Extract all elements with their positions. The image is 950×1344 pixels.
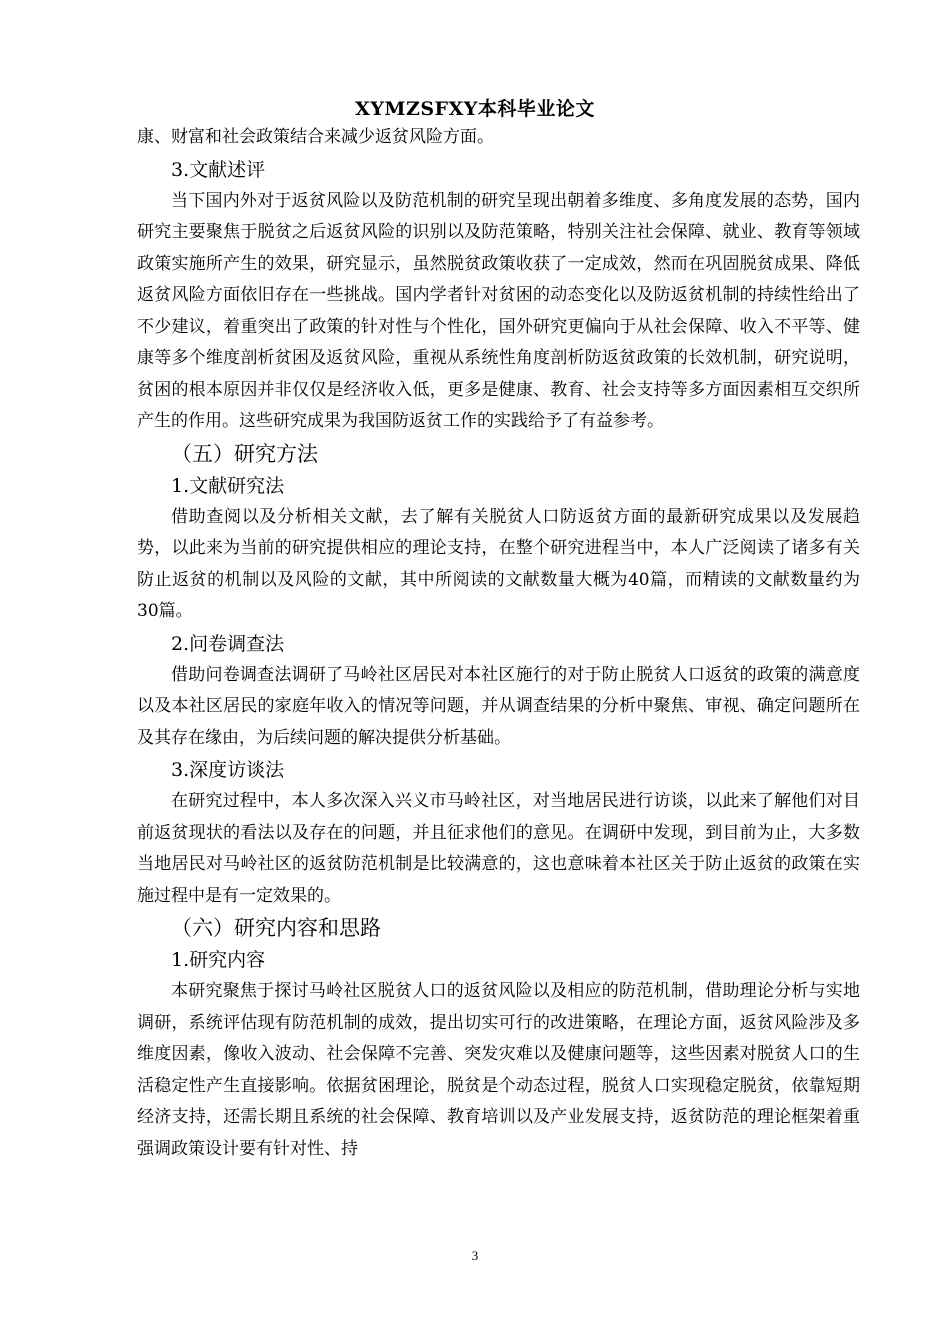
paragraph-intro-tail: 康、财富和社会政策结合来减少返贫风险方面。 — [137, 127, 494, 147]
heading-interview-method: 3.深度访谈法 — [171, 759, 285, 781]
body-text — [137, 122, 860, 1165]
section-heading-research-methods: （五）研究方法 — [171, 441, 318, 466]
heading-research-content: 1.研究内容 — [171, 949, 266, 971]
section-heading-research-content: （六）研究内容和思路 — [171, 916, 381, 940]
paragraph-interview-method: 在研究过程中，本人多次深入兴义市马岭社区，对当地居民进行访谈，以此来了解他们对目前返贫现状的看法以及存在的问题，并且征求他们的意见。在调研中发现，到目前为止，大多数当地居民对马岭社区的返贫防范机制是比较满意的，这也意味着本社区关于防止返贫的政策在实施过程中是有一定效果的。 — [137, 791, 860, 906]
running-header: XYMZSFXY本科毕业论文 — [355, 98, 595, 120]
paragraph-literature-method: 借助查阅以及分析相关文献，去了解有关脱贫人口防返贫方面的最新研究成果以及发展趋势，以此来为当前的研究提供相应的理论支持，在整个研究进程当中，本人广泛阅读了诸多有关防止返贫的机制以及风险的文献，其中所阅读的文献数量大概为40篇，而精读的文献数量约为30篇。 — [137, 506, 860, 621]
paragraph-literature-review: 当下国内外对于返贫风险以及防范机制的研究呈现出朝着多维度、多角度发展的态势，国内研究主要聚焦于脱贫之后返贫风险的识别以及防范策略，特别关注社会保障、就业、教育等领域政策实施所产生的效果，研究显示，虽然脱贫政策收获了一定成效，然而在巩固脱贫成果、降低返贫风险方面依旧存在一些挑战。国内学者针对贫困的动态变化以及防返贫机制的持续性给出了不少建议，着重突出了政策的针对性与个性化，国外研究更偏向于从社会保障、收入不平等、健康等多个维度剖析贫困及返贫风险，重视从系统性角度剖析防返贫政策的长效机制，研究说明，贫困的根本原因并非仅仅是经济收入低，更多是健康、教育、社会支持等多方面因素相互交织所产生的作用。这些研究成果为我国防返贫工作的实践给予了有益参考。 — [137, 190, 860, 431]
heading-literature-method: 1.文献研究法 — [171, 474, 285, 497]
paragraph-research-content: 本研究聚焦于探讨马岭社区脱贫人口的返贫风险以及相应的防范机制，借助理论分析与实地调研，系统评估现有防范机制的成效，提出切实可行的改进策略，在理论方面，返贫风险涉及多维度因素，像收入波动、社会保障不完善、突发灾难以及健康问题等，这些因素对脱贫人口的生活稳定性产生直接影响。依据贫困理论，脱贫是个动态过程，脱贫人口实现稳定脱贫，依靠短期经济支持，还需长期且系统的社会保障、教育培训以及产业发展支持，返贫防范的理论框架着重强调政策设计要有针对性、持 — [137, 981, 860, 1159]
heading-literature-review: 3.文献述评 — [171, 158, 266, 181]
page-number: 3 — [471, 1248, 479, 1263]
paragraph-questionnaire-method: 借助问卷调查法调研了马岭社区居民对本社区施行的对于防止脱贫人口返贫的政策的满意度以及本社区居民的家庭年收入的情况等问题，并从调查结果的分析中聚焦、审视、确定问题所在及其存在缘由，为后续问题的解决提供分析基础。 — [137, 664, 860, 748]
heading-questionnaire-method: 2.问卷调查法 — [171, 632, 285, 655]
